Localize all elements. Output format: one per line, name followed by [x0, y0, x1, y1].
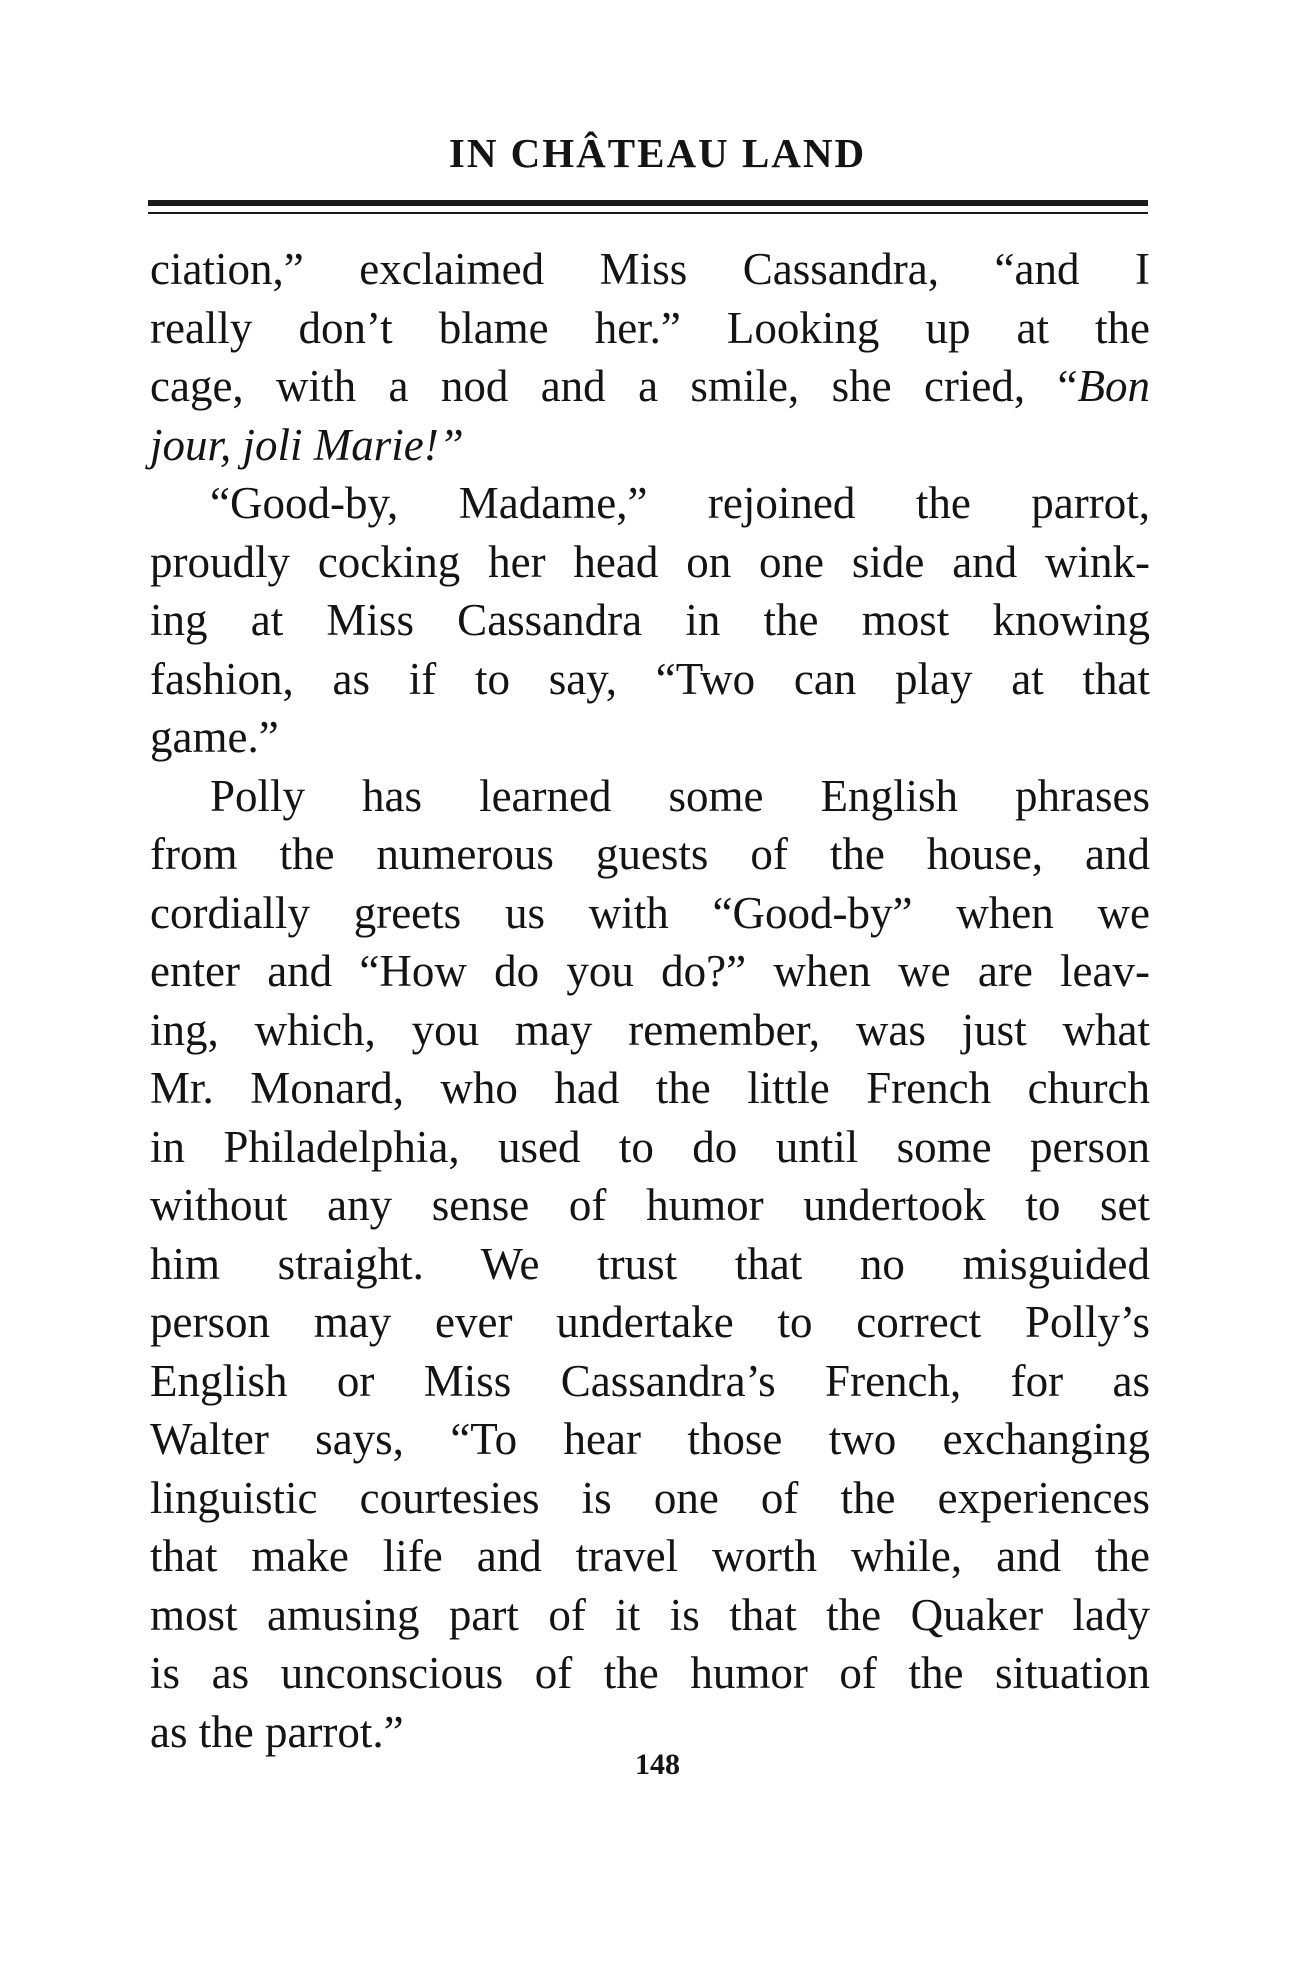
- header-rule-thick: [148, 200, 1148, 206]
- text-line: most amusing part of it is that the Quaker lady: [150, 1589, 1150, 1640]
- text-line: ing at Miss Cassandra in the most knowing: [150, 595, 1150, 645]
- text-line: Mr. Monard, who had the little French church: [150, 1063, 1150, 1113]
- text-line: [150, 416, 1150, 475]
- text-line: that make life and travel worth while, and the: [150, 1531, 1150, 1581]
- text-line: in Philadelphia, used to do until some person: [150, 1121, 1150, 1172]
- text-line: proudly cocking her head on one side and wink-: [150, 536, 1150, 587]
- text-line: linguistic courtesies is one of the experiences: [150, 1472, 1150, 1523]
- text-line: Polly has learned some English phrases: [210, 770, 1150, 821]
- text-span: cage, with a nod and a smile, she cried, “: [150, 361, 1078, 411]
- text-line: [150, 357, 1150, 416]
- header-rule-thin: [148, 212, 1148, 214]
- text-line: is as unconscious of the humor of the situation: [150, 1648, 1150, 1698]
- text-line: ing, which, you may remember, was just what: [150, 1004, 1150, 1055]
- italic-text: Bon: [1077, 361, 1150, 411]
- paragraph-2: [150, 474, 1150, 767]
- page-number: 148: [635, 1748, 680, 1781]
- text-line: person may ever undertake to correct Polly’s: [150, 1297, 1150, 1347]
- text-line: him straight. We trust that no misguided: [150, 1238, 1150, 1289]
- body-text: [150, 240, 1150, 1761]
- running-title: IN CHÂTEAU LAND: [448, 130, 867, 176]
- text-line: really don’t blame her.” Looking up at the: [150, 302, 1150, 353]
- italic-text: jour, joli Marie!”: [150, 419, 464, 470]
- text-line: game.”: [150, 712, 279, 762]
- text-line: English or Miss Cassandra’s French, for as: [150, 1355, 1150, 1406]
- text-line: “Good-by, Madame,” rejoined the parrot,: [210, 478, 1150, 528]
- text-line: ciation,” exclaimed Miss Cassandra, “and I: [150, 244, 1150, 294]
- text-line: cordially greets us with “Good-by” when we: [150, 887, 1150, 938]
- text-line: from the numerous guests of the house, and: [150, 829, 1150, 879]
- text-line: without any sense of humor undertook to set: [150, 1180, 1150, 1230]
- paragraph-3: [150, 767, 1150, 1762]
- text-line: fashion, as if to say, “Two can play at that: [150, 653, 1150, 704]
- paragraph-1: [150, 240, 1150, 474]
- text-line: Walter says, “To hear those two exchanging: [150, 1414, 1150, 1464]
- text-line: enter and “How do you do?” when we are leav-: [150, 946, 1150, 996]
- text-line: as the parrot.”: [150, 1706, 404, 1757]
